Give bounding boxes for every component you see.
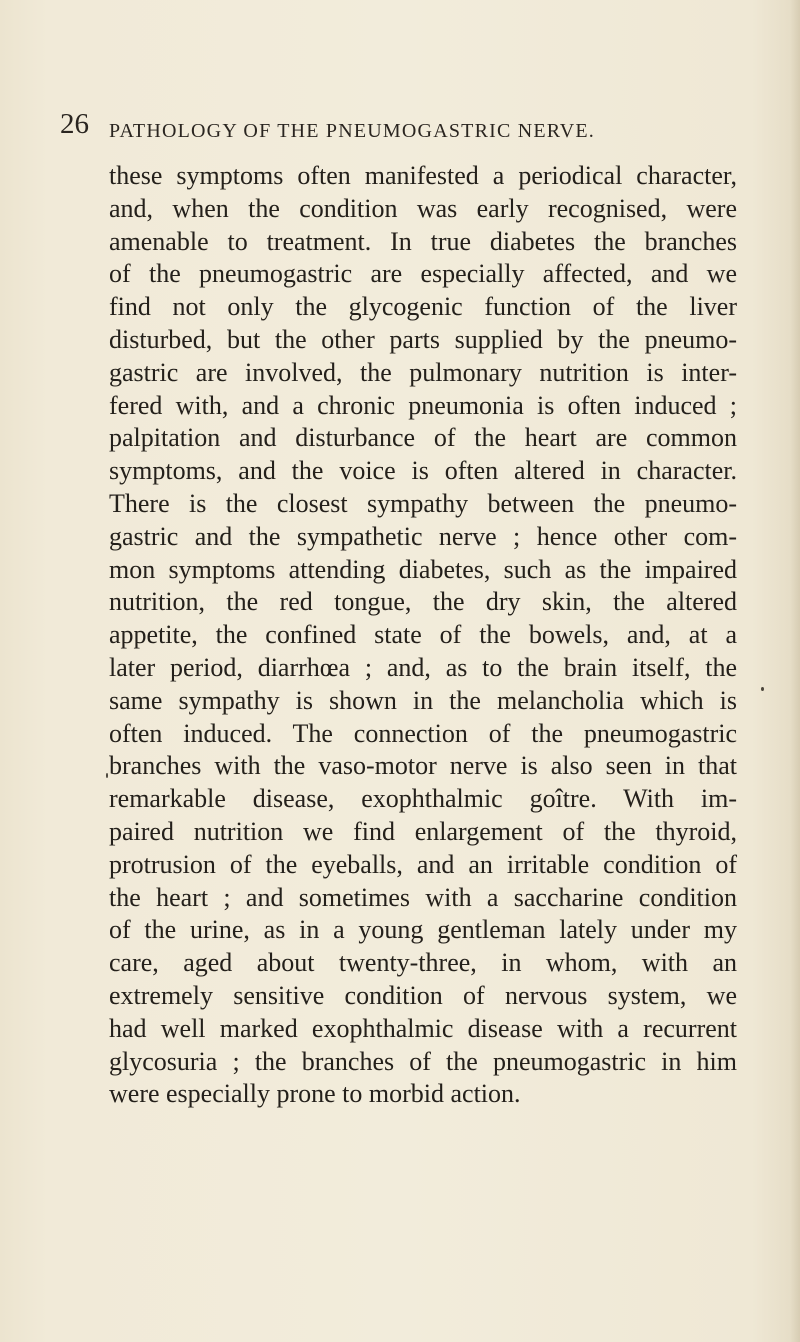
text-line: paired nutrition we find enlargement of the thyroid,: [109, 816, 737, 846]
text-line: the heart ; and sometimes with a saccharine condition: [109, 882, 737, 912]
ink-speck: [761, 687, 764, 691]
page-edge-shadow: [790, 0, 800, 1342]
running-title: PATHOLOGY OF THE PNEUMOGASTRIC NERVE.: [109, 120, 595, 142]
text-line: nutrition, the red tongue, the dry skin, the altered: [109, 587, 737, 617]
text-line: mon symptoms attending diabetes, such as the impaired: [109, 554, 737, 584]
text-line: these symptoms often manifested a periodical character,: [109, 161, 737, 190]
text-line: amenable to treatment. In true diabetes the branches: [109, 226, 737, 256]
page-number: 26: [60, 108, 89, 140]
text-line: gastric and the sympathetic nerve ; hence other com-: [109, 521, 737, 551]
text-line: of the urine, as in a young gentleman lately under my: [109, 915, 737, 945]
text-line: had well marked exophthalmic disease with a recurrent: [109, 1013, 737, 1043]
body-paragraph: [109, 160, 737, 1111]
ink-speck: [106, 773, 108, 778]
text-line: branches with the vaso-motor nerve is also seen in that: [109, 751, 737, 781]
text-line: same sympathy is shown in the melancholia which is: [109, 685, 737, 715]
text-line: gastric are involved, the pulmonary nutrition is inter-: [109, 357, 737, 387]
text-line: protrusion of the eyeballs, and an irritable condition of: [109, 849, 737, 879]
text-line: find not only the glycogenic function of the liver: [109, 292, 737, 322]
text-line: of the pneumogastric are especially affected, and we: [109, 259, 737, 289]
text-line: remarkable disease, exophthalmic goître. With im-: [109, 784, 737, 814]
text-line: symptoms, and the voice is often altered in character.: [109, 456, 737, 486]
text-line: fered with, and a chronic pneumonia is often induced ;: [109, 390, 737, 420]
text-line: care, aged about twenty-three, in whom, with an: [109, 948, 737, 978]
text-line: extremely sensitive condition of nervous system, we: [109, 980, 737, 1010]
text-line: often induced. The connection of the pneumogastric: [109, 718, 737, 748]
text-line: and, when the condition was early recognised, were: [109, 193, 737, 223]
text-line: palpitation and disturbance of the heart are common: [109, 423, 737, 453]
text-line: were especially prone to morbid action.: [109, 1079, 521, 1109]
text-line: appetite, the confined state of the bowels, and, at a: [109, 620, 737, 650]
text-line: glycosuria ; the branches of the pneumogastric in him: [109, 1046, 737, 1076]
text-line: There is the closest sympathy between the pneumo-: [109, 488, 737, 518]
text-line: disturbed, but the other parts supplied by the pneumo-: [109, 324, 737, 354]
text-line: later period, diarrhœa ; and, as to the brain itself, the: [109, 652, 737, 682]
page-header: [60, 108, 760, 148]
